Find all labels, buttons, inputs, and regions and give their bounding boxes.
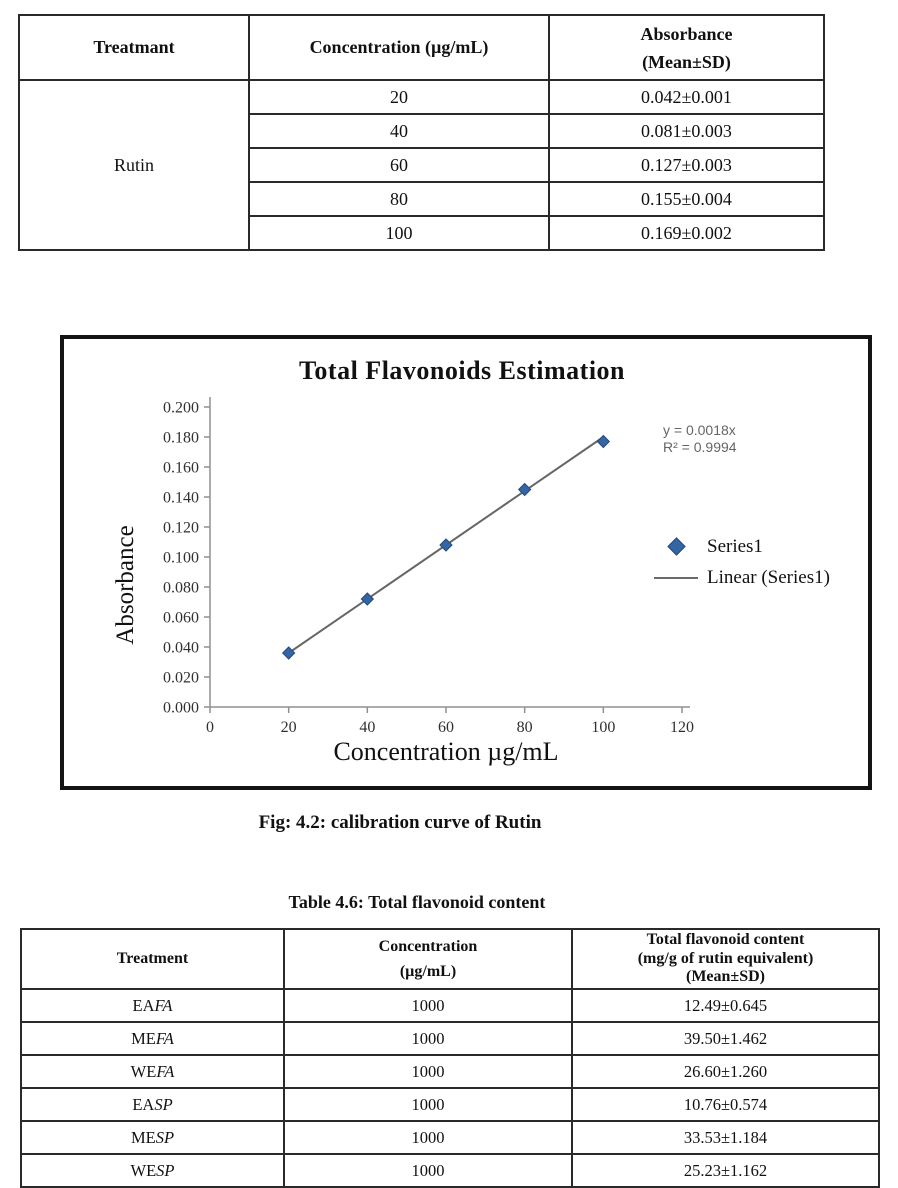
data-point — [440, 539, 452, 551]
treatment-cell — [21, 1088, 284, 1121]
y-tick-label: 0.120 — [163, 519, 199, 537]
legend-label: Linear (Series1) — [707, 566, 830, 588]
y-tick-label: 0.020 — [163, 669, 199, 687]
header-treatment: Treatment — [21, 929, 284, 989]
x-tick-label: 60 — [438, 719, 454, 736]
concentration-cell: 100 — [249, 216, 549, 250]
legend-marker-area — [652, 540, 700, 553]
treatment-suffix: SP — [155, 1127, 175, 1147]
legend-marker-area — [652, 577, 700, 579]
treatment-cell — [21, 1121, 284, 1154]
table-row — [19, 80, 824, 114]
data-point — [283, 647, 295, 659]
treatment-cell — [21, 1055, 284, 1088]
header-treatment: Treatmant — [19, 15, 249, 80]
treatment-prefix: WE — [130, 1160, 157, 1180]
concentration-cell: 1000 — [284, 1022, 572, 1055]
header-concentration-line2: (µg/mL) — [399, 963, 457, 980]
table-header-row — [21, 929, 879, 989]
header-absorbance-line1: Absorbance — [640, 23, 733, 44]
y-tick-label: 0.060 — [163, 609, 199, 627]
table-header-row — [19, 15, 824, 80]
flavonoid-table — [20, 928, 880, 1188]
header-concentration-line1: Concentration — [378, 938, 478, 955]
line-marker-icon — [654, 577, 698, 579]
chart-legend — [652, 531, 830, 593]
content-cell: 39.50±1.462 — [572, 1022, 879, 1055]
x-tick-label: 120 — [670, 719, 694, 736]
absorbance-cell: 0.127±0.003 — [549, 148, 824, 182]
diamond-marker-icon — [667, 537, 685, 555]
header-absorbance-line2: (Mean±SD) — [642, 51, 731, 72]
concentration-cell: 1000 — [284, 1055, 572, 1088]
calibration-table — [18, 14, 825, 251]
header-concentration: Concentration (µg/mL) — [249, 15, 549, 80]
content-cell: 10.76±0.574 — [572, 1088, 879, 1121]
table-row — [21, 1022, 879, 1055]
calibration-chart — [60, 335, 872, 790]
treatment-prefix: ME — [130, 1127, 156, 1147]
treatment-suffix: FA — [154, 995, 173, 1015]
treatment-suffix: SP — [156, 1160, 175, 1180]
legend-label: Series1 — [707, 535, 763, 557]
absorbance-cell: 0.042±0.001 — [549, 80, 824, 114]
header-content-line1: Total flavonoid content — [646, 931, 805, 949]
y-tick-label: 0.160 — [163, 459, 199, 477]
treatment-suffix: FA — [155, 1028, 174, 1048]
concentration-cell: 1000 — [284, 989, 572, 1022]
table-row — [21, 989, 879, 1022]
y-tick-label: 0.100 — [163, 549, 199, 567]
concentration-cell: 1000 — [284, 1121, 572, 1154]
absorbance-cell: 0.169±0.002 — [549, 216, 824, 250]
table-caption: Table 4.6: Total flavonoid content — [288, 892, 546, 912]
x-axis-title: Concentration µg/mL — [333, 737, 559, 766]
trendline-equation — [663, 422, 737, 456]
legend-item-series1 — [652, 531, 830, 562]
header-content-line2: (mg/g of rutin equivalent) — [637, 949, 814, 967]
concentration-cell: 1000 — [284, 1154, 572, 1187]
table-row — [21, 1088, 879, 1121]
r-squared-line: R² = 0.9994 — [663, 439, 737, 455]
y-axis-title: Absorbance — [112, 525, 139, 645]
header-content — [572, 929, 879, 989]
data-point — [361, 593, 373, 605]
equation-line: y = 0.0018x — [663, 422, 736, 438]
header-content-line3: (Mean±SD) — [686, 968, 765, 986]
figure-caption: Fig: 4.2: calibration curve of Rutin — [258, 812, 542, 833]
treatment-cell — [21, 1154, 284, 1187]
treatment-suffix: FA — [156, 1061, 175, 1081]
concentration-cell: 20 — [249, 80, 549, 114]
treatment-prefix: WE — [130, 1061, 157, 1081]
x-tick-label: 100 — [591, 719, 616, 736]
chart-title: Total Flavonoids Estimation — [298, 356, 626, 385]
content-cell: 12.49±0.645 — [572, 989, 879, 1022]
treatment-cell — [21, 1022, 284, 1055]
content-cell: 26.60±1.260 — [572, 1055, 879, 1088]
y-tick-label: 0.180 — [163, 429, 199, 447]
header-concentration — [284, 929, 572, 989]
table-row — [21, 1121, 879, 1154]
table-row — [21, 1055, 879, 1088]
absorbance-cell: 0.081±0.003 — [549, 114, 824, 148]
x-tick-label: 80 — [516, 719, 533, 736]
treatment-suffix: SP — [154, 1094, 173, 1114]
concentration-cell: 60 — [249, 148, 549, 182]
concentration-cell: 40 — [249, 114, 549, 148]
treatment-prefix: EA — [132, 1094, 155, 1114]
data-point — [597, 436, 609, 448]
x-tick-label: 40 — [359, 719, 376, 736]
y-tick-label: 0.080 — [163, 579, 199, 597]
concentration-cell: 80 — [249, 182, 549, 216]
concentration-cell: 1000 — [284, 1088, 572, 1121]
legend-item-linear — [652, 562, 830, 593]
y-tick-label: 0.040 — [163, 639, 199, 657]
content-cell: 25.23±1.162 — [572, 1154, 879, 1187]
x-tick-label: 20 — [280, 719, 297, 736]
absorbance-cell: 0.155±0.004 — [549, 182, 824, 216]
content-cell: 33.53±1.184 — [572, 1121, 879, 1154]
treatment-prefix: ME — [131, 1028, 156, 1048]
y-tick-label: 0.140 — [163, 489, 199, 507]
header-absorbance — [549, 15, 824, 80]
treatment-cell: Rutin — [19, 80, 249, 250]
table-row — [21, 1154, 879, 1187]
x-tick-label: 0 — [206, 719, 214, 736]
treatment-prefix: EA — [132, 995, 155, 1015]
y-tick-label: 0.000 — [163, 699, 199, 717]
treatment-cell — [21, 989, 284, 1022]
y-tick-label: 0.200 — [163, 399, 199, 417]
